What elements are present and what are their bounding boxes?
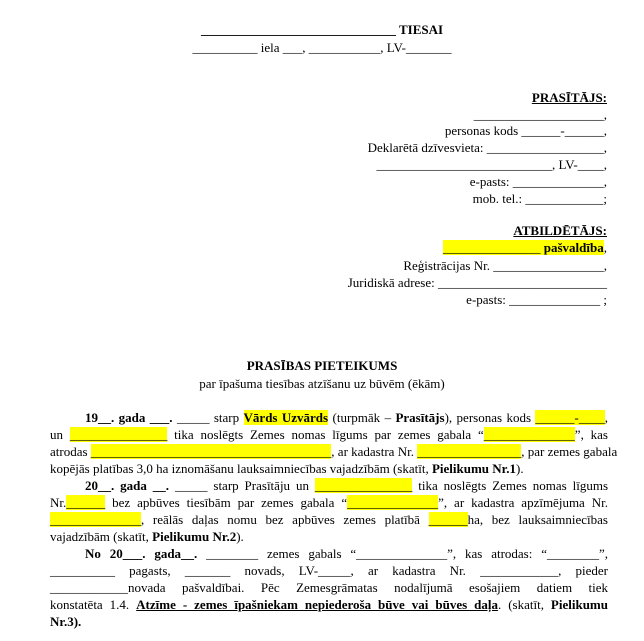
paragraph-2-line-2: Nr.______ bez apbūves tiesībām par zemes gabala “______________”, ar kadastra apzīmējuma Nr. xyxy=(50,495,608,510)
paragraph-3-line-3: ____________novada pašvaldībai. Pēc Zemesgrāmatas nodalījumā esošajiem datiem tiek xyxy=(50,580,608,595)
claim-title: PRASĪBAS PIETEIKUMS xyxy=(246,358,398,373)
paragraph-2-line-3: ______________, reālās daļas nomu bez apbūves zemes platībā ______ha, bez lauksaimniecības xyxy=(50,512,608,527)
paragraph-3 xyxy=(50,545,608,630)
paragraph-2-line-1: 20__. gada __. _____ starp Prasītāju un _______________ tika noslēgts Zemes nomas līgums xyxy=(85,478,609,493)
paragraph-3-line-1: No 20___. gada__. ________ zemes gabals “______________”, kas atrodas: “________”, xyxy=(85,546,608,561)
plaintiff-email: e-pasts: ______________, xyxy=(469,174,607,189)
paragraph-3-line-2: __________ pagasts, _______ novads, LV-_____, ar kadastra Nr. ____________, pieder xyxy=(50,563,608,578)
paragraph-3-line-5: Nr.3). xyxy=(50,614,82,629)
plaintiff-postcode: ___________________________, LV-____, xyxy=(376,157,607,172)
defendant-name: _______________ pašvaldība, xyxy=(443,240,607,255)
defendant-email: e-pasts: ______________ ; xyxy=(466,292,607,307)
claim-subtitle: par īpašuma tiesības atzīšanu uz būvēm (ēkām) xyxy=(199,376,445,391)
plaintiff-heading: PRASĪTĀJS: xyxy=(531,90,607,105)
plaintiff-residence: Deklarētā dzīvesvieta: __________________, xyxy=(367,140,607,155)
plaintiff-phone: mob. tel.: ____________; xyxy=(472,191,607,206)
paragraph-1-line-3: atrodas _____________________________________, ar kadastra Nr. ________________, par zemes gabala xyxy=(50,444,618,459)
court-address-line: __________ iela ___, ___________, LV-_______ xyxy=(192,40,452,55)
defendant-heading: ATBILDĒTĀJS: xyxy=(513,223,607,238)
paragraph-2 xyxy=(50,477,608,545)
paragraph-1-line-1: 19__. gada ___. _____ starp Vārds Uzvārds (turpmāk – Prasītājs), personas kods ______-____, xyxy=(85,410,609,425)
paragraph-3-line-4: konstatēta 1.4. Atzīme - zemes īpašniekam nepiederoša būve vai būves daļa. (skatīt, Pielikumu xyxy=(50,597,608,612)
paragraph-2-line-4: vajadzībām (skatīt, Pielikumu Nr.2). xyxy=(50,529,244,544)
plaintiff-personal-code: personas kods ______-______, xyxy=(444,123,607,138)
defendant-legal-address: Juridiskā adrese: __________________________ xyxy=(347,275,607,290)
plaintiff-name-field: ____________________, xyxy=(473,107,607,122)
defendant-registration: Reģistrācijas Nr. _________________, xyxy=(403,258,607,273)
court-name-line xyxy=(0,21,644,38)
paragraph-1 xyxy=(50,409,618,477)
paragraph-1-line-2: un _______________ tika noslēgts Zemes nomas līgums par zemes gabala “______________”, kas xyxy=(50,427,608,442)
court-name: ______________________________ TIESAI xyxy=(200,22,444,37)
paragraph-1-line-4: kopējās platības 3,0 ha iznomāšanu lauksaimniecības vajadzībām (skatīt, Pielikumu Nr.1). xyxy=(50,461,524,476)
